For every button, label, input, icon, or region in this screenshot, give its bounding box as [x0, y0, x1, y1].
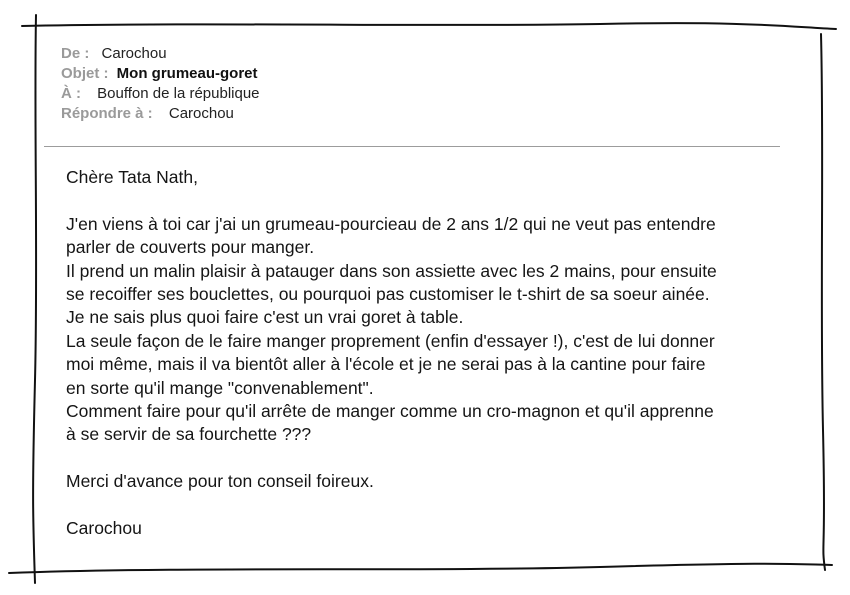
- to-row: [61, 84, 260, 104]
- frame-bottom-line: [9, 564, 832, 573]
- subject-row: [61, 64, 260, 84]
- header-divider: [44, 146, 780, 147]
- from-row: [61, 44, 260, 64]
- signature: Carochou: [66, 518, 142, 539]
- body-line: à se servir de sa fourchette ???: [66, 424, 312, 445]
- frame-left-line: [33, 15, 36, 583]
- thanks-line: Merci d'avance pour ton conseil foireux.: [66, 471, 374, 492]
- body-line: Comment faire pour qu'il arrête de manger comme un cro-magnon et qu'il apprenne: [66, 401, 714, 422]
- body-line: J'en viens à toi car j'ai un grumeau-pourcieau de 2 ans 1/2 qui ne veut pas entendre: [66, 213, 716, 234]
- frame-top-line: [22, 23, 836, 29]
- from-value: Carochou: [101, 45, 167, 62]
- paragraph-gap: [66, 447, 806, 470]
- reply-to-value: Carochou: [168, 105, 234, 122]
- body-line: Je ne sais plus quoi faire c'est un vrai goret à table.: [66, 307, 464, 328]
- subject-label: Objet :: [61, 65, 109, 82]
- reply-to-label: Répondre à :: [61, 105, 153, 122]
- body-line: en sorte qu'il mange "convenablement".: [66, 377, 374, 398]
- paragraph-gap: [66, 494, 806, 517]
- body-line: La seule façon de le faire manger proprement (enfin d'essayer !), c'est de lui donner: [66, 330, 715, 351]
- body-line: parler de couverts pour manger.: [66, 237, 315, 258]
- to-value: Bouffon de la république: [97, 85, 260, 102]
- greeting: Chère Tata Nath,: [66, 167, 198, 187]
- frame-right-line: [821, 34, 825, 570]
- subject-value: Mon grumeau-goret: [116, 65, 258, 82]
- body-line: se recoiffer ses bouclettes, ou pourquoi pas customiser le t-shirt de sa soeur ainée.: [66, 284, 710, 305]
- body-line: Il prend un malin plaisir à patauger dans son assiette avec les 2 mains, pour ensuite: [66, 260, 717, 281]
- message-body: [66, 166, 806, 540]
- from-label: De :: [61, 45, 90, 62]
- email-header: [61, 44, 260, 124]
- reply-to-row: [61, 104, 260, 124]
- paragraph-gap: [66, 189, 806, 212]
- to-label: À :: [61, 85, 81, 102]
- body-line: moi même, mais il va bientôt aller à l'école et je ne serai pas à la cantine pour faire: [66, 354, 706, 375]
